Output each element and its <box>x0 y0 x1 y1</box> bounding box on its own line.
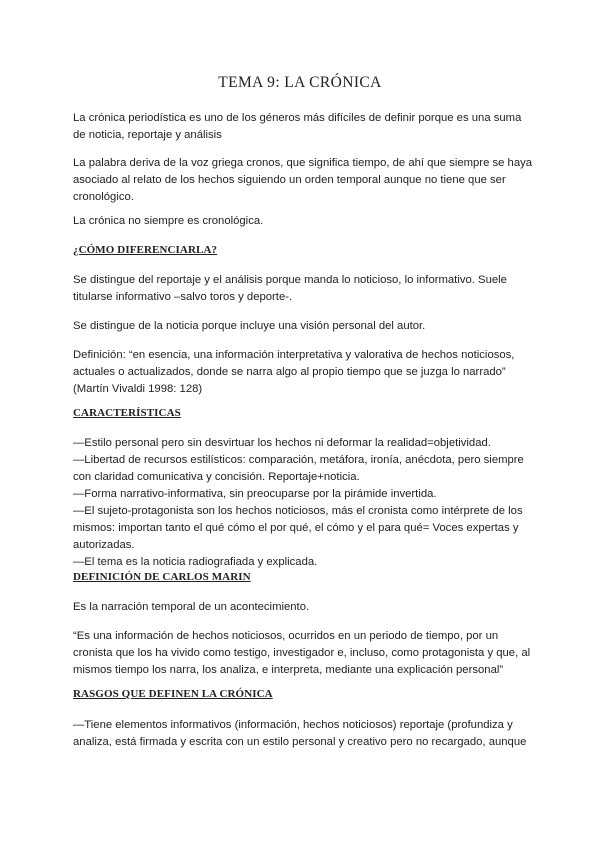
text-line: Es la narración temporal de un acontecimiento. <box>73 601 310 613</box>
text-line: La crónica periodística es uno de los géneros más difíciles de definir porque es una suma <box>73 112 522 124</box>
intro-paragraph-2 <box>73 155 533 206</box>
text-line: cronista que los ha vivido como testigo, investigador e, incluso, como protagonista y que, al <box>73 647 531 659</box>
text-line: mismos tiempo los narra, los analiza, e interpreta, mediante una explicación personal” <box>73 664 504 676</box>
marin-paragraph-1 <box>73 599 533 616</box>
text-line: —Forma narrativo-informativa, sin preocuparse por la pirámide invertida. <box>73 488 437 500</box>
diferenciarla-paragraph-2 <box>73 318 533 335</box>
text-line: cronológico. <box>73 191 134 203</box>
text-line: Definición: “en esencia, una información interpretativa y valorativa de hechos noticiosos, <box>73 349 515 361</box>
intro-paragraph-3 <box>73 213 533 230</box>
text-line: titularse informativo –salvo toros y deporte-. <box>73 291 293 303</box>
text-line: actuales o actualizados, donde se narra algo al propio tiempo que se juzga lo narrado” <box>73 366 506 378</box>
text-line: “Es una información de hechos noticiosos, ocurridos en un periodo de tiempo, por un <box>73 630 499 642</box>
text-line: Se distingue de la noticia porque incluye una visión personal del autor. <box>73 320 426 332</box>
text-line: asociado al relato de los hechos siguiendo un orden temporal aunque no tiene que ser <box>73 174 506 186</box>
heading-diferenciarla: ¿CÓMO DIFERENCIARLA? <box>73 244 218 256</box>
heading-definicion-marin: DEFINICIÓN DE CARLOS MARIN <box>73 571 251 583</box>
caracteristicas-list <box>73 435 533 571</box>
intro-paragraph-1 <box>73 110 533 144</box>
text-line: (Martín Vivaldi 1998: 128) <box>73 383 203 395</box>
text-line: La crónica no siempre es cronológica. <box>73 215 264 227</box>
diferenciarla-paragraph-1 <box>73 272 533 306</box>
text-line: —Tiene elementos informativos (información, hechos noticiosos) reportaje (profundiza y <box>73 719 513 731</box>
text-line: de noticia, reportaje y análisis <box>73 129 222 141</box>
text-line: —El tema es la noticia radiografiada y explicada. <box>73 556 318 568</box>
heading-rasgos: RASGOS QUE DEFINEN LA CRÓNICA <box>73 688 273 700</box>
text-line: La palabra deriva de la voz griega cronos, que significa tiempo, de ahí que siempre se haya <box>73 157 533 169</box>
definition-paragraph <box>73 347 533 398</box>
text-line: —El sujeto-protagonista son los hechos noticiosos, más el cronista como intérprete de los <box>73 505 523 517</box>
text-line: con claridad comunicativa y concisión. Reportaje+noticia. <box>73 471 360 483</box>
document-title: TEMA 9: LA CRÓNICA <box>218 74 382 91</box>
marin-quote <box>73 628 533 679</box>
heading-caracteristicas: CARACTERÍSTICAS <box>73 407 181 419</box>
text-line: mismos: importan tanto el qué cómo el por qué, el cómo y el para qué= Voces expertas y <box>73 522 519 534</box>
text-line: —Estilo personal pero sin desvirtuar los hechos ni deformar la realidad=objetividad. <box>73 437 491 449</box>
text-line: Se distingue del reportaje y el análisis porque manda lo noticioso, lo informativo. Suele <box>73 274 507 286</box>
rasgos-list <box>73 717 533 751</box>
text-line: —Libertad de recursos estilísticos: comparación, metáfora, ironía, anécdota, pero siempre <box>73 454 524 466</box>
text-line: analiza, está firmada y escrita con un estilo personal y creativo pero no recargado, aunque <box>73 736 527 748</box>
text-line: autorizadas. <box>73 539 135 551</box>
